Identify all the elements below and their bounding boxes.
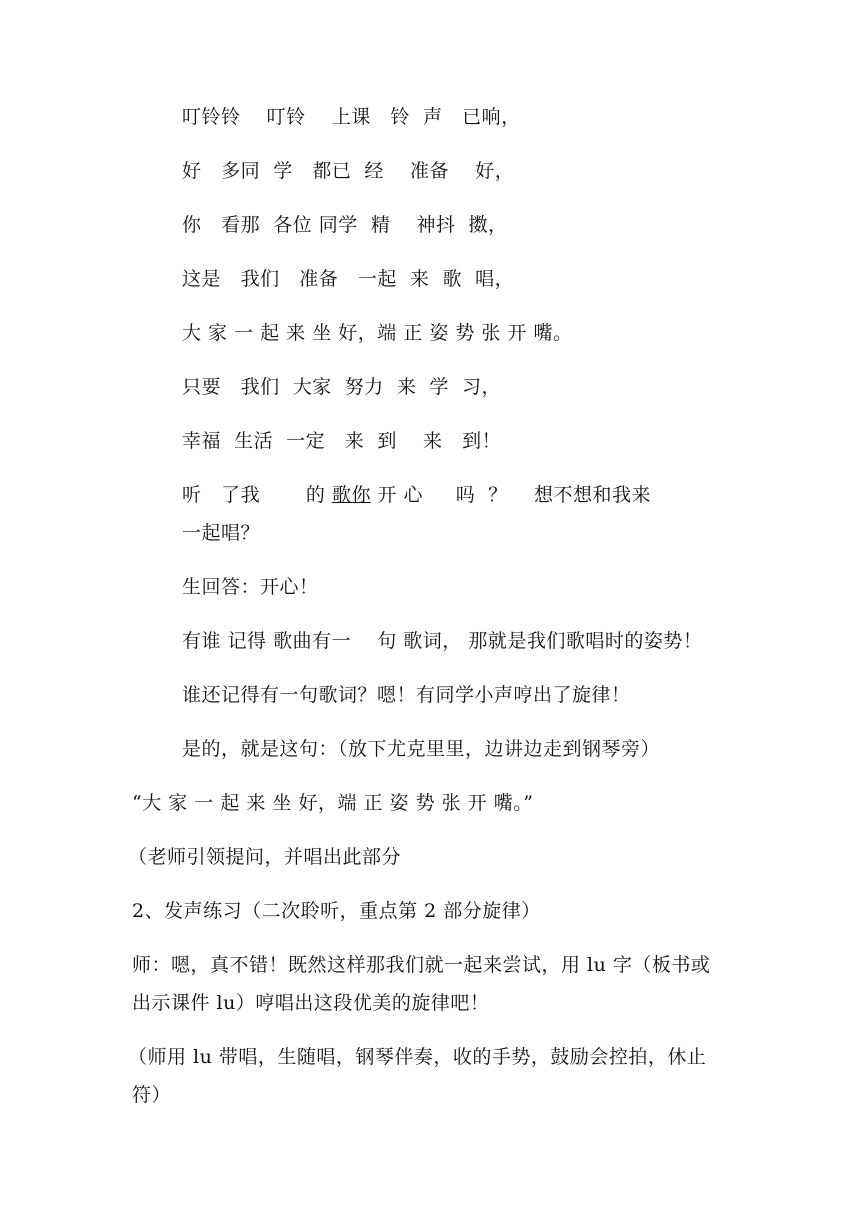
teacher-line-1: 师：嗯，真不错！既然这样那我们就一起来尝试，用 lu 字（板书或 [132,954,711,976]
lyric-line-1: 叮铃铃 叮铃 上课 铃 声 已响， [182,106,521,128]
question-text-start: 听 了我 的 [182,484,332,506]
question-text-end: 开 心 吗 ？ 想不想和我来 [370,484,651,506]
lyric-line-3: 你 看那 各位 同学 精 神抖 擞， [182,214,508,236]
note-line-2b: 符） [132,1084,172,1106]
paragraph-3: 是的，就是这句：（放下尤克里里，边讲边走到钢琴旁） [182,738,661,760]
note-line-2a: （师用 lu 带唱，生随唱，钢琴伴奏，收的手势，鼓励会控拍，休止 [128,1046,707,1068]
paragraph-2: 谁还记得有一句歌词？嗯！有同学小声哼出了旋律！ [182,684,631,706]
lyric-line-7: 幸福 生活 一定 来 到 来 到！ [182,430,502,452]
underlined-phrase: 歌你 [331,484,371,506]
lyric-line-6: 只要 我们 大家 努力 来 学 习， [182,376,502,398]
question-line-2: 一起唱？ [182,522,261,544]
answer-line: 生回答：开心！ [182,576,319,598]
paragraph-1: 有谁 记得 歌曲有一 句 歌词， 那就是我们歌唱时的姿势！ [182,630,703,652]
lyric-line-2: 好 多同 学 都已 经 准备 好， [182,160,515,182]
lyric-line-4: 这是 我们 准备 一起 来 歌 唱， [182,268,515,290]
question-line [182,484,651,506]
section-heading: 2、发声练习（二次聆听，重点第 2 部分旋律） [132,900,541,922]
note-line-1: （老师引领提问，并唱出此部分 [128,846,402,868]
teacher-line-2: 出示课件 lu）哼唱出这段优美的旋律吧！ [132,992,490,1014]
lyric-line-5: 大 家 一 起 来 坐 好，端 正 姿 势 张 开 嘴。 [182,322,573,344]
quote-line: “大 家 一 起 来 坐 好，端 正 姿 势 张 开 嘴。” [132,792,534,814]
